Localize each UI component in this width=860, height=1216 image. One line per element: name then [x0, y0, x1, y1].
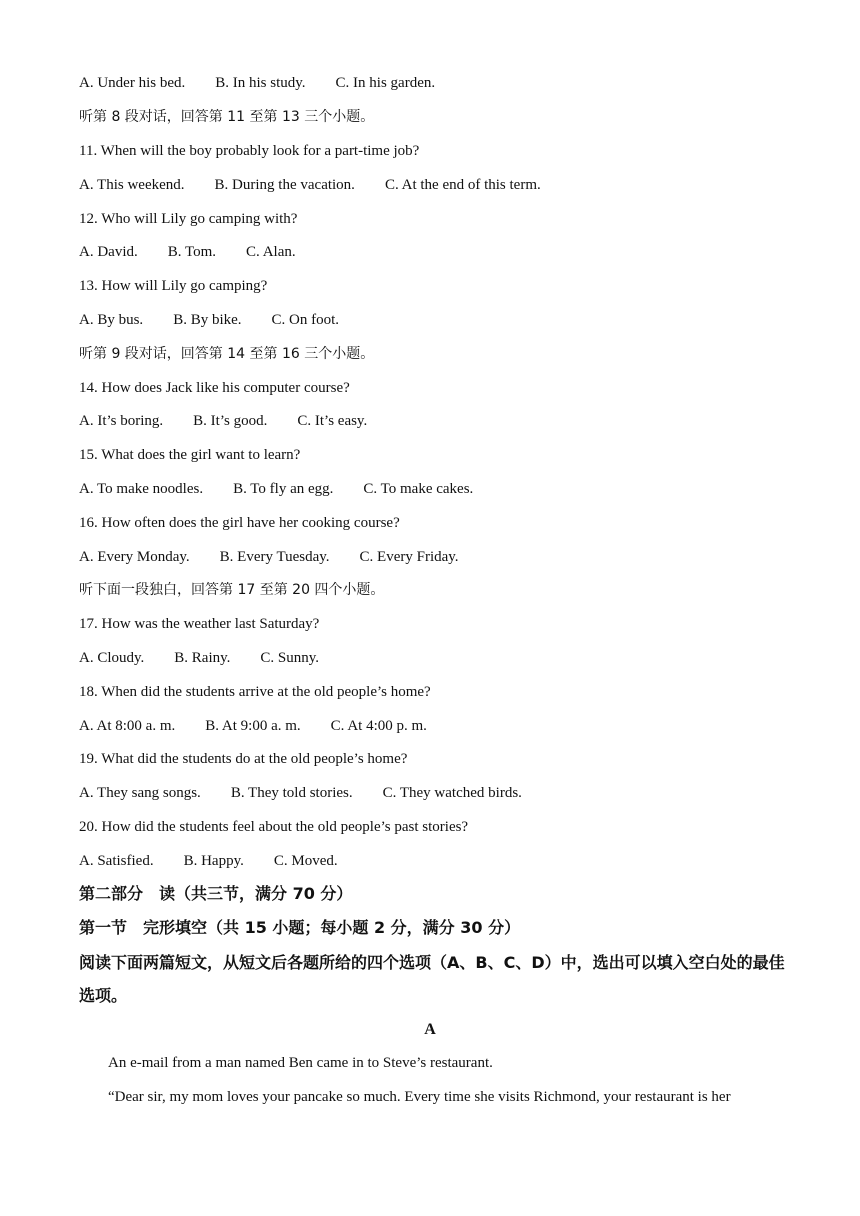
passage-label: A — [424, 1021, 436, 1038]
question-14: 14. How does Jack like his computer course? — [79, 380, 350, 396]
option-b: B. Happy. — [183, 853, 244, 869]
q12-options — [79, 242, 800, 262]
question-19: 19. What did the students do at the old people’s home? — [79, 751, 408, 767]
option-c: C. Sunny. — [260, 650, 320, 666]
instruction-monologue: 听下面一段独白，回答第 17 至第 20 四个小题。 — [79, 582, 385, 598]
option-c: C. It’s easy. — [297, 413, 368, 429]
question-11: 11. When will the boy probably look for a part-time job? — [79, 143, 420, 159]
option-a: A. David. — [79, 244, 138, 260]
section1-heading: 第一节 完形填空（共 15 小题；每小题 2 分，满分 30 分） — [79, 918, 521, 937]
option-a: A. To make noodles. — [79, 481, 204, 497]
option-a: A. Under his bed. — [79, 75, 186, 91]
option-c: C. Alan. — [246, 244, 296, 260]
question-16: 16. How often does the girl have her cooking course? — [79, 515, 400, 531]
question-13: 13. How will Lily go camping? — [79, 278, 268, 294]
option-b: B. Tom. — [167, 244, 217, 260]
option-c: C. On foot. — [271, 312, 340, 328]
section1-instruction: 阅读下面两篇短文，从短文后各题所给的四个选项（A、B、C、D）中，选出可以填入空白处的最佳选项。 — [79, 953, 785, 1005]
q15-options — [79, 479, 800, 499]
option-a: A. At 8:00 a. m. — [79, 718, 176, 734]
option-b: B. During the vacation. — [214, 177, 355, 193]
option-c: C. Every Friday. — [359, 549, 459, 565]
option-b: B. At 9:00 a. m. — [205, 718, 301, 734]
q10-options — [79, 73, 800, 93]
q19-options — [79, 783, 800, 803]
q17-options — [79, 648, 800, 668]
option-a: A. They sang songs. — [79, 785, 201, 801]
q11-options — [79, 175, 800, 195]
option-c: C. In his garden. — [335, 75, 436, 91]
instruction-dialogue-9: 听第 9 段对话，回答第 14 至第 16 三个小题。 — [79, 346, 375, 362]
option-b: B. Rainy. — [174, 650, 231, 666]
part2-heading: 第二部分 读（共三节，满分 70 分） — [79, 884, 353, 903]
option-c: C. They watched birds. — [382, 785, 522, 801]
option-a: A. By bus. — [79, 312, 144, 328]
option-a: A. This weekend. — [79, 177, 185, 193]
question-20: 20. How did the students feel about the old people’s past stories? — [79, 819, 469, 835]
option-b: B. To fly an egg. — [233, 481, 334, 497]
question-12: 12. Who will Lily go camping with? — [79, 211, 298, 227]
option-a: A. Every Monday. — [79, 549, 190, 565]
q14-options — [79, 411, 800, 431]
q20-options — [79, 851, 800, 871]
question-18: 18. When did the students arrive at the old people’s home? — [79, 684, 431, 700]
instruction-dialogue-8: 听第 8 段对话，回答第 11 至第 13 三个小题。 — [79, 109, 375, 125]
option-c: C. Moved. — [273, 853, 338, 869]
option-c: C. To make cakes. — [363, 481, 474, 497]
q18-options — [79, 716, 800, 736]
question-17: 17. How was the weather last Saturday? — [79, 616, 320, 632]
option-b: B. By bike. — [173, 312, 242, 328]
passage-line-1: An e-mail from a man named Ben came in to Steve’s restaurant. — [108, 1055, 493, 1071]
q13-options — [79, 310, 800, 330]
option-a: A. Cloudy. — [79, 650, 145, 666]
option-c: C. At 4:00 p. m. — [330, 718, 427, 734]
question-15: 15. What does the girl want to learn? — [79, 447, 301, 463]
option-b: B. Every Tuesday. — [219, 549, 330, 565]
option-b: B. It’s good. — [193, 413, 268, 429]
option-a: A. It’s boring. — [79, 413, 164, 429]
option-c: C. At the end of this term. — [384, 177, 541, 193]
q16-options — [79, 547, 800, 567]
option-b: B. They told stories. — [230, 785, 353, 801]
option-a: A. Satisfied. — [79, 853, 154, 869]
option-b: B. In his study. — [215, 75, 306, 91]
passage-line-2: “Dear sir, my mom loves your pancake so much. Every time she visits Richmond, your restaurant is her — [108, 1089, 731, 1105]
